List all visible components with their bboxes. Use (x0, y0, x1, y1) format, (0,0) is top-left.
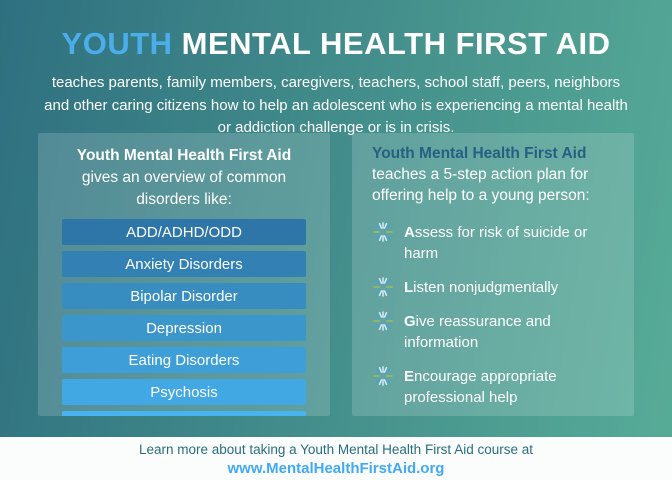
disorders-heading-rest: gives an overview of common disorders like: (81, 169, 287, 208)
disorder-label: Depression (146, 319, 222, 337)
disorder-label: Eating Disorders (128, 351, 240, 369)
content-panels (38, 133, 634, 416)
action-plan-heading-bold: Youth Mental Health First Aid (372, 145, 587, 162)
step-rest: ive reassurance and information (404, 313, 551, 351)
step-rest: ssess for risk of suicide or harm (404, 224, 588, 262)
page-title-rest: MENTAL HEALTH FIRST AID (172, 26, 611, 61)
disorder-item-eating (62, 347, 306, 373)
page-title-highlight: YOUTH (61, 26, 173, 61)
page-title (0, 26, 672, 62)
step-first-letter: L (404, 279, 414, 296)
step-item-encourage-professional (372, 366, 616, 408)
step-rest: isten nonjudgmentally (413, 279, 559, 296)
header (0, 0, 672, 140)
step-text (404, 222, 616, 264)
starburst-icon (372, 365, 394, 387)
disorder-label: ADD/ADHD/ODD (126, 223, 242, 241)
disorders-panel-heading (62, 145, 306, 211)
footer-link[interactable]: www.MentalHealthFirstAid.org (227, 460, 445, 477)
action-plan-heading-rest: teaches a 5-step action plan for offering help to a young person: (372, 166, 590, 204)
page-subtitle: teaches parents, family members, caregivers, teachers, school staff, peers, neighbors and other caring citizens how to help an adolescent who is experiencing a mental health or addiction challenge or is in crisis. (44, 74, 628, 136)
action-plan-panel (352, 133, 634, 416)
starburst-icon (372, 221, 394, 243)
disorders-panel (38, 133, 330, 416)
action-plan-heading (372, 143, 616, 206)
step-first-letter: A (404, 224, 415, 241)
starburst-icon (372, 276, 394, 298)
step-first-letter: G (404, 313, 416, 330)
step-first-letter: E (404, 368, 415, 385)
disorder-item-bipolar (62, 283, 306, 309)
footer-text: Learn more about taking a Youth Mental Health First Aid course at (139, 442, 533, 457)
footer (0, 437, 672, 480)
step-text (404, 366, 616, 408)
disorder-item-add-adhd-odd (62, 219, 306, 245)
starburst-icon (372, 310, 394, 332)
disorder-label: Psychosis (150, 383, 218, 401)
step-item-give (372, 311, 616, 353)
step-text (404, 311, 616, 353)
disorder-item-psychosis (62, 379, 306, 405)
disorder-item-substance-use (62, 411, 306, 416)
step-text (404, 277, 558, 298)
disorder-item-anxiety (62, 251, 306, 277)
disorder-label: Bipolar Disorder (130, 287, 238, 305)
disorder-label (99, 416, 269, 417)
step-item-listen (372, 277, 616, 298)
disorders-heading-bold: Youth Mental Health First Aid (76, 147, 292, 164)
disorder-label: Anxiety Disorders (125, 255, 243, 273)
step-item-assess (372, 222, 616, 264)
disorder-item-depression (62, 315, 306, 341)
step-rest: ncourage appropriate professional help (404, 368, 557, 406)
